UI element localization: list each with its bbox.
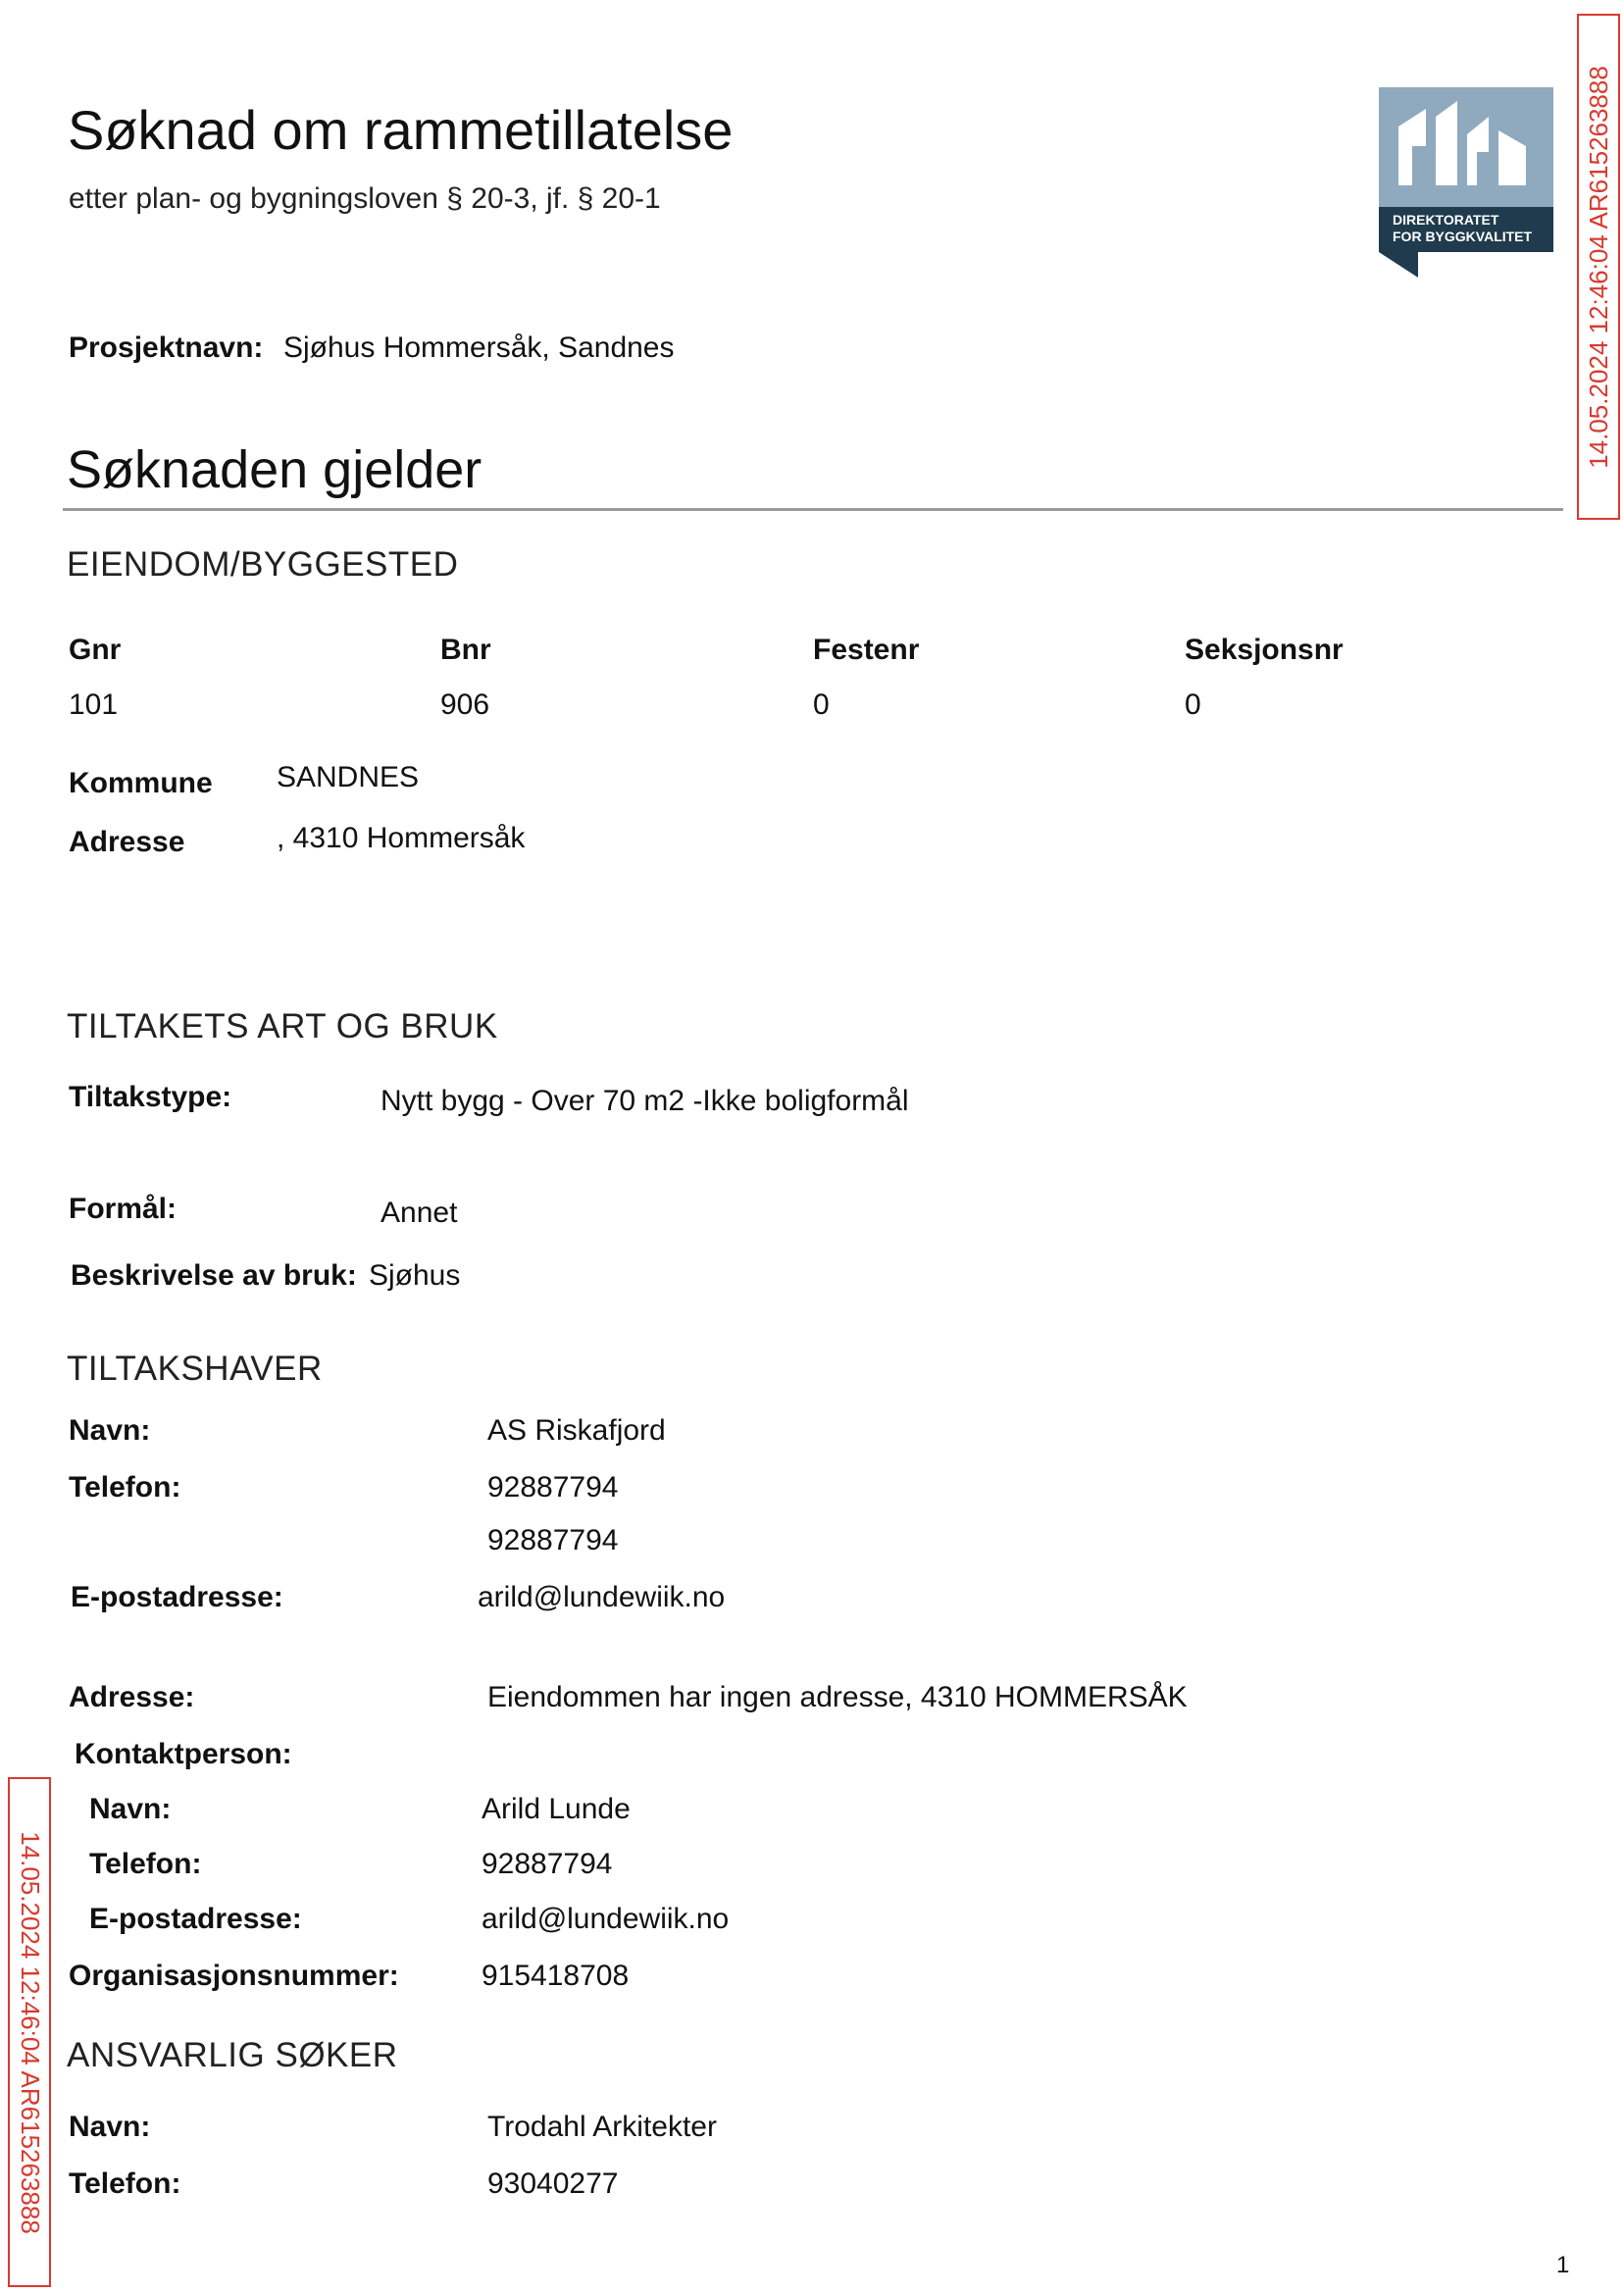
- tiltakstype-label: Tiltakstype:: [69, 1081, 232, 1113]
- kontaktperson-epost-value: arild@lundewiik.no: [482, 1903, 730, 1935]
- ansvarlig-telefon-label: Telefon:: [69, 2167, 181, 2200]
- kontaktperson-telefon-label: Telefon:: [89, 1848, 202, 1880]
- ansvarlig-soker-heading: ANSVARLIG SØKER: [67, 2036, 398, 2074]
- seksjonsnr-value: 0: [1185, 688, 1201, 721]
- timestamp-stamp-text: 14.05.2024 12:46:04 AR615263888: [15, 1830, 45, 2234]
- kommune-value: SANDNES: [277, 761, 420, 793]
- svg-text:FOR BYGGKVALITET: FOR BYGGKVALITET: [1393, 229, 1533, 244]
- tiltakshaver-epost-label: E-postadresse:: [71, 1581, 283, 1613]
- kontaktperson-navn-label: Navn:: [89, 1793, 172, 1825]
- kontaktperson-navn-value: Arild Lunde: [482, 1793, 631, 1825]
- beskrivelse-av-bruk-value: Sjøhus: [369, 1259, 461, 1292]
- ansvarlig-telefon-value: 93040277: [487, 2167, 619, 2200]
- festenr-label: Festenr: [813, 634, 920, 666]
- organisasjonsnummer-label: Organisasjonsnummer:: [69, 1960, 399, 1992]
- ansvarlig-navn-value: Trodahl Arkitekter: [487, 2111, 717, 2143]
- timestamp-stamp-text: 14.05.2024 12:46:04 AR615263888: [1583, 65, 1613, 469]
- property-heading: EIENDOM/BYGGESTED: [67, 545, 459, 584]
- project-name-label: Prosjektnavn:: [69, 331, 264, 364]
- tiltakshaver-telefon-value-2: 92887794: [487, 1524, 619, 1556]
- timestamp-stamp-top: [1577, 14, 1620, 520]
- document-subtitle: etter plan- og bygningsloven § 20-3, jf. § 20-1: [69, 182, 661, 215]
- kontaktperson-label: Kontaktperson:: [75, 1738, 292, 1770]
- dibk-logo-icon: [1379, 87, 1553, 278]
- beskrivelse-av-bruk-label: Beskrivelse av bruk:: [71, 1259, 357, 1292]
- seksjonsnr-label: Seksjonsnr: [1185, 634, 1344, 666]
- section-divider: [63, 508, 1563, 511]
- timestamp-stamp-bottom: [8, 1777, 51, 2287]
- kontaktperson-epost-label: E-postadresse:: [89, 1903, 302, 1935]
- tiltakshaver-telefon-label: Telefon:: [69, 1471, 181, 1504]
- formal-label: Formål:: [69, 1193, 178, 1225]
- dibk-logo: [1379, 87, 1553, 278]
- bnr-value: 906: [440, 688, 490, 721]
- tiltakshaver-epost-value: arild@lundewiik.no: [478, 1581, 726, 1613]
- tiltak-heading: TILTAKETS ART OG BRUK: [67, 1007, 498, 1045]
- tiltakshaver-telefon-value: 92887794: [487, 1471, 619, 1504]
- tiltakstype-value: Nytt bygg - Over 70 m2 -Ikke boligformål: [381, 1085, 909, 1117]
- section-title: Søknaden gjelder: [67, 440, 482, 499]
- kontaktperson-telefon-value: 92887794: [482, 1848, 613, 1880]
- tiltakshaver-adresse-value: Eiendommen har ingen adresse, 4310 HOMMERSÅK: [487, 1681, 1188, 1713]
- bnr-label: Bnr: [440, 634, 491, 666]
- adresse-value: , 4310 Hommersåk: [277, 822, 526, 854]
- page-number: 1: [1556, 2252, 1570, 2278]
- adresse-label: Adresse: [69, 826, 185, 858]
- formal-value: Annet: [381, 1197, 458, 1229]
- tiltakshaver-adresse-label: Adresse:: [69, 1681, 195, 1713]
- festenr-value: 0: [813, 688, 830, 721]
- gnr-label: Gnr: [69, 634, 122, 666]
- ansvarlig-navn-label: Navn:: [69, 2111, 151, 2143]
- tiltakshaver-navn-label: Navn:: [69, 1414, 151, 1447]
- project-name-value: Sjøhus Hommersåk, Sandnes: [283, 331, 675, 364]
- gnr-value: 101: [69, 688, 119, 721]
- svg-text:DIREKTORATET: DIREKTORATET: [1393, 212, 1499, 228]
- organisasjonsnummer-value: 915418708: [482, 1960, 630, 1992]
- document-title: Søknad om rammetillatelse: [68, 99, 734, 161]
- tiltakshaver-heading: TILTAKSHAVER: [67, 1350, 323, 1388]
- tiltakshaver-navn-value: AS Riskafjord: [487, 1414, 666, 1447]
- kommune-label: Kommune: [69, 767, 213, 799]
